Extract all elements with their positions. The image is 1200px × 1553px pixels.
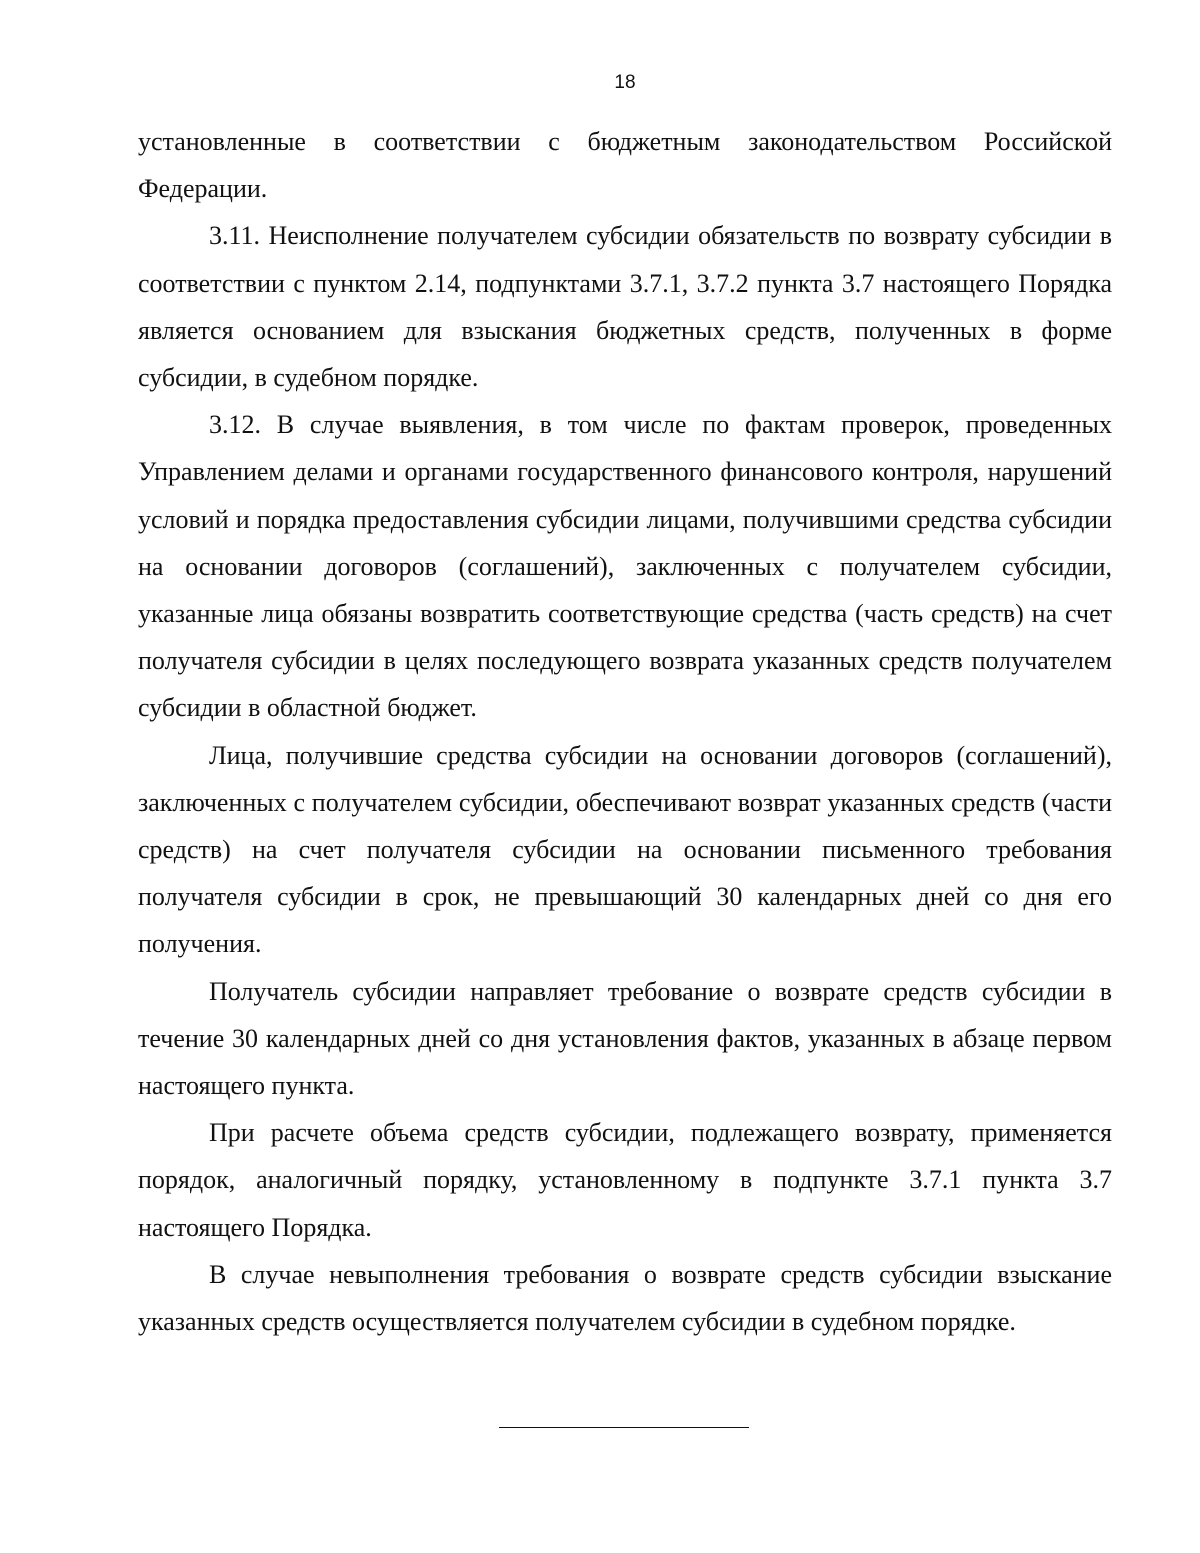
paragraph-return-request: Получатель субсидии направляет требование о возврате средств субсидии в течение 30 календарных дней со дня установления фактов, указанных в абзаце первом настоящего пункта. [138, 976, 1112, 1101]
paragraph-recipients-return: Лица, получившие средства субсидии на основании договоров (соглашений), заключенных с получателем субсидии, обеспечивают возврат указанных средств (части средств) на счет получателя субсидии на основании письменного требования получателя субсидии в срок, не превышающий 30 календарных дней со дня его получения. [138, 740, 1112, 959]
paragraph-calculation-order: При расчете объема средств субсидии, подлежащего возврату, применяется порядок, аналогичный порядку, установленному в подпункте 3.7.1 пункта 3.7 настоящего Порядка. [138, 1118, 1112, 1242]
end-of-document-rule [499, 1427, 749, 1428]
paragraph-3-11: 3.11. Неисполнение получателем субсидии обязательств по возврату субсидии в соответствии с пунктом 2.14, подпунктами 3.7.1, 3.7.2 пункта 3.7 настоящего Порядка является основанием для взыскания бюджетных средств, полученных в форме субсидии, в судебном порядке. [138, 221, 1112, 393]
document-body [138, 118, 1112, 1345]
paragraph-3-12: 3.12. В случае выявления, в том числе по фактам проверок, проведенных Управлением делами и органами государственного финансового контроля, нарушений условий и порядка предоставления субсидии лицами, получившими средства субсидии на основании договоров (соглашений), заключенных с получателем субсидии, указанные лица обязаны возвратить соответствующие средства (часть средств) на счет получателя субсидии в целях последующего возврата указанных средств получателем субсидии в областной бюджет. [138, 410, 1112, 723]
page-number: 18 [614, 72, 636, 93]
paragraph-continuation: установленные в соответствии с бюджетным законодательством Российской Федерации. [138, 127, 1112, 204]
paragraph-judicial-recovery: В случае невыполнения требования о возврате средств субсидии взыскание указанных средств осуществляется получателем субсидии в судебном порядке. [138, 1259, 1112, 1337]
